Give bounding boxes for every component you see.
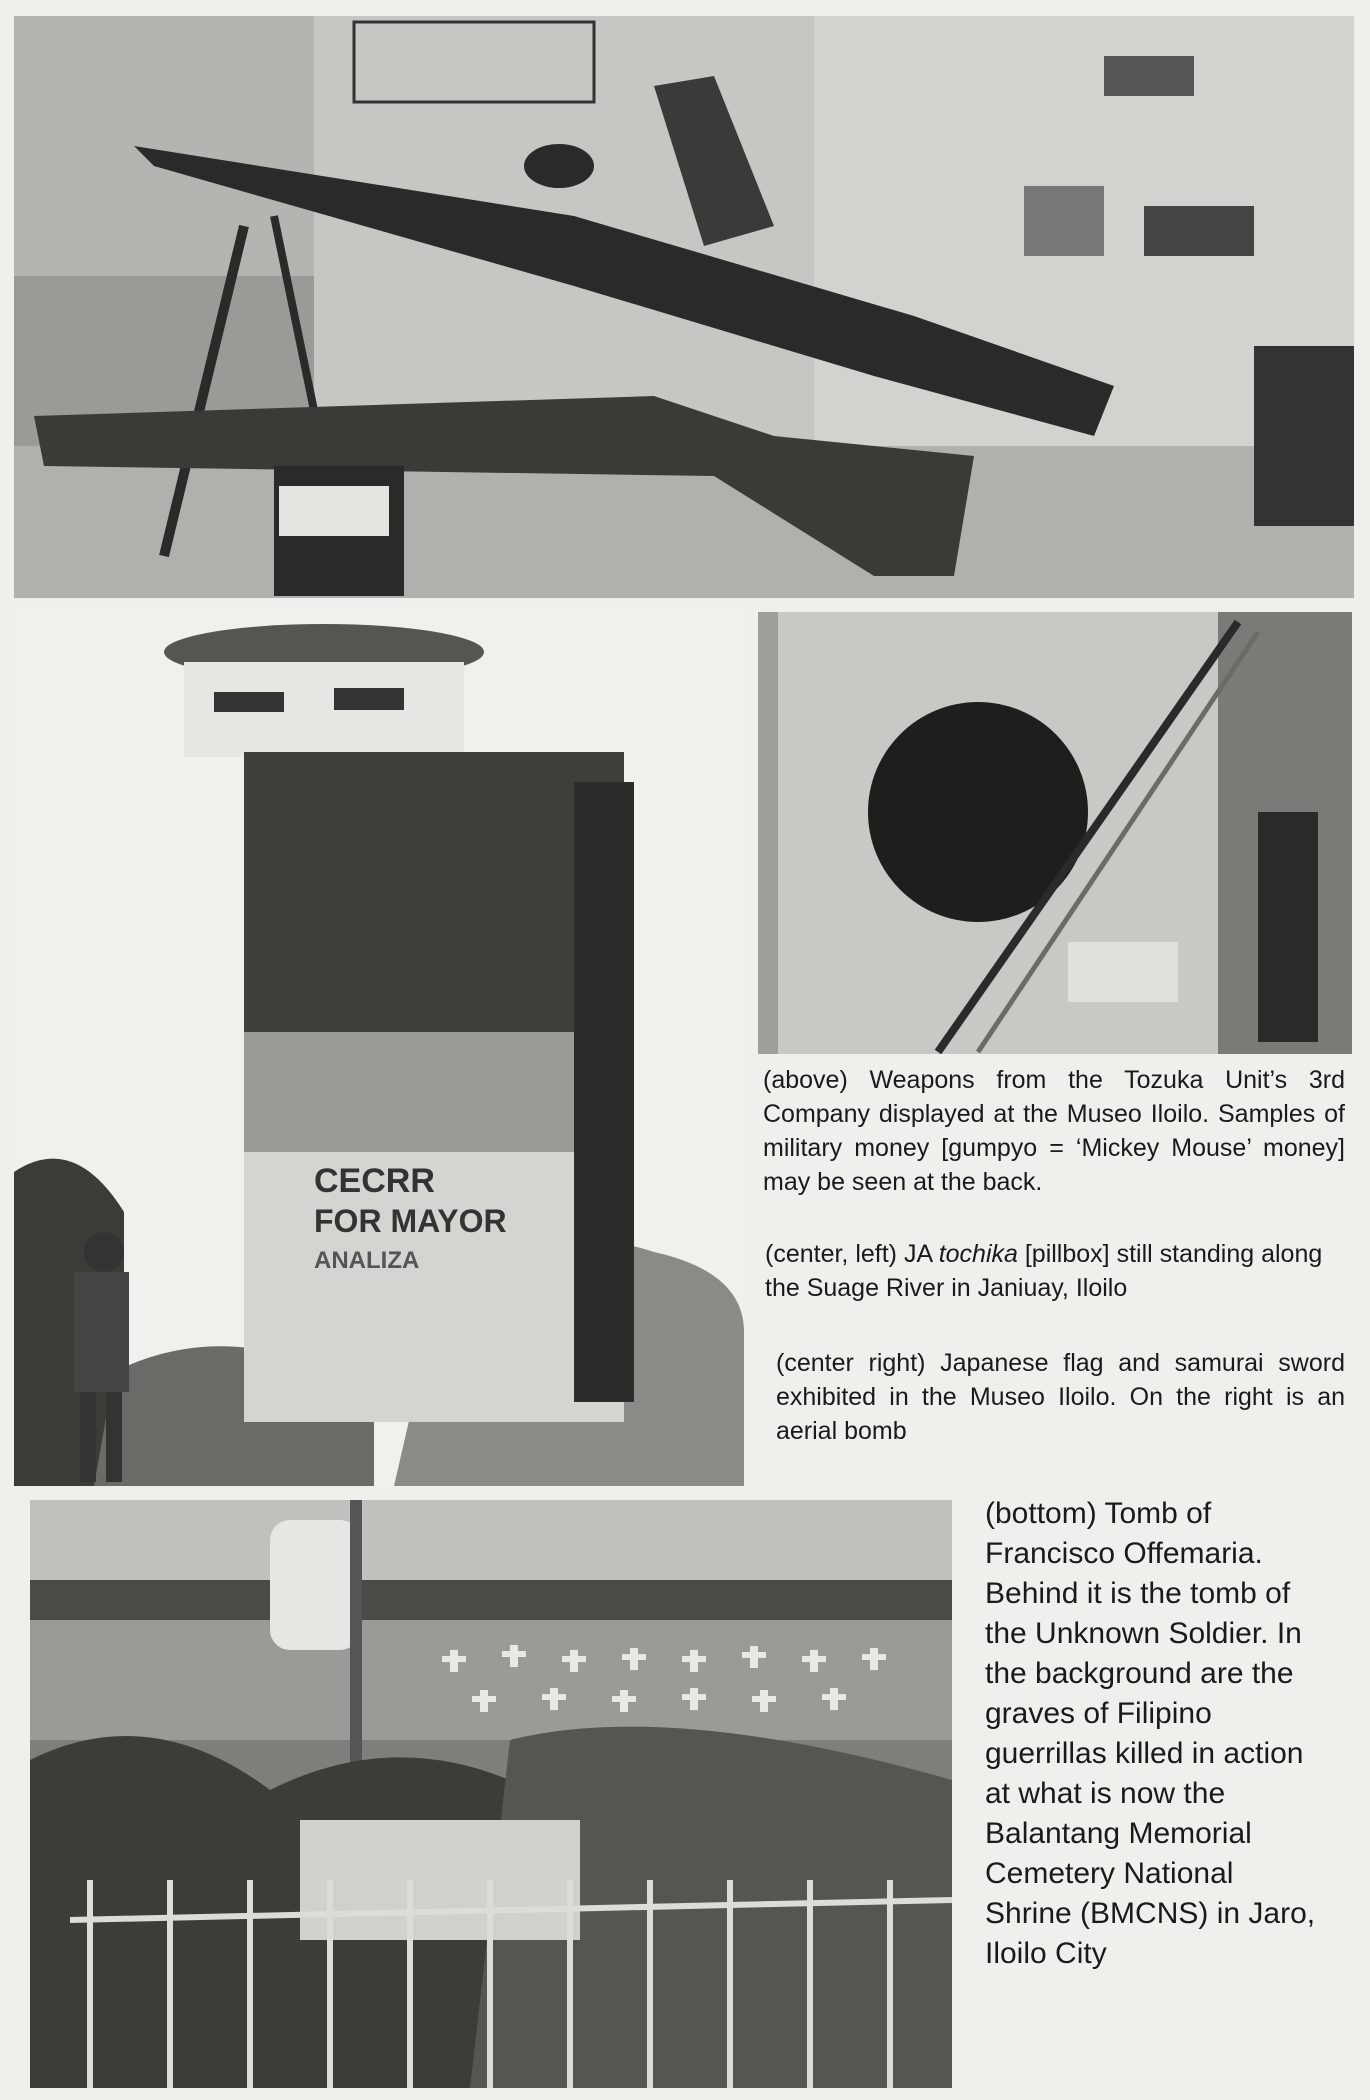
- caption-center-right: [776, 1346, 1345, 1448]
- caption-center-left-suffix: [pillbox] still standing along the Suage River in Janiuay, Iloilo: [765, 1240, 1323, 1302]
- photo-pillbox: [14, 612, 744, 1486]
- photo-weapons: [14, 16, 1354, 598]
- caption-center-left: [765, 1237, 1345, 1305]
- pillbox-text-2: FOR MAYOR: [314, 1203, 507, 1239]
- photo-tomb: [30, 1500, 952, 2088]
- tomb-image: [30, 1500, 952, 2088]
- pillbox-text-1: CECRR: [314, 1162, 435, 1200]
- caption-bottom: [985, 1494, 1325, 1974]
- weapons-image: [14, 16, 1354, 598]
- caption-center-left-prefix: (center, left) JA: [765, 1240, 939, 1268]
- caption-center-right-text: (center right) Japanese flag and samurai sword exhibited in the Museo Iloilo. On the right is an aerial bomb: [776, 1349, 1345, 1445]
- caption-above-text: (above) Weapons from the Tozuka Unit’s 3rd Company displayed at the Museo Iloilo. Samples of military money [gumpyo = ‘Mickey Mouse’ money] may be seen at the back.: [763, 1066, 1345, 1196]
- caption-above: [763, 1063, 1345, 1199]
- flag-sword-image: [758, 612, 1352, 1054]
- pillbox-image: [14, 612, 744, 1486]
- pillbox-text-3: ANALIZA: [314, 1247, 420, 1274]
- photo-flag-sword: [758, 612, 1352, 1054]
- caption-bottom-text: (bottom) Tomb of Francisco Offemaria. Behind it is the tomb of the Unknown Soldier. In the background are the graves of Filipino guerrillas killed in action at what is now the Balantang Memorial Cemetery National Shrine (BMCNS) in Jaro, Iloilo City: [985, 1497, 1316, 1970]
- caption-center-left-term: tochika: [938, 1240, 1018, 1268]
